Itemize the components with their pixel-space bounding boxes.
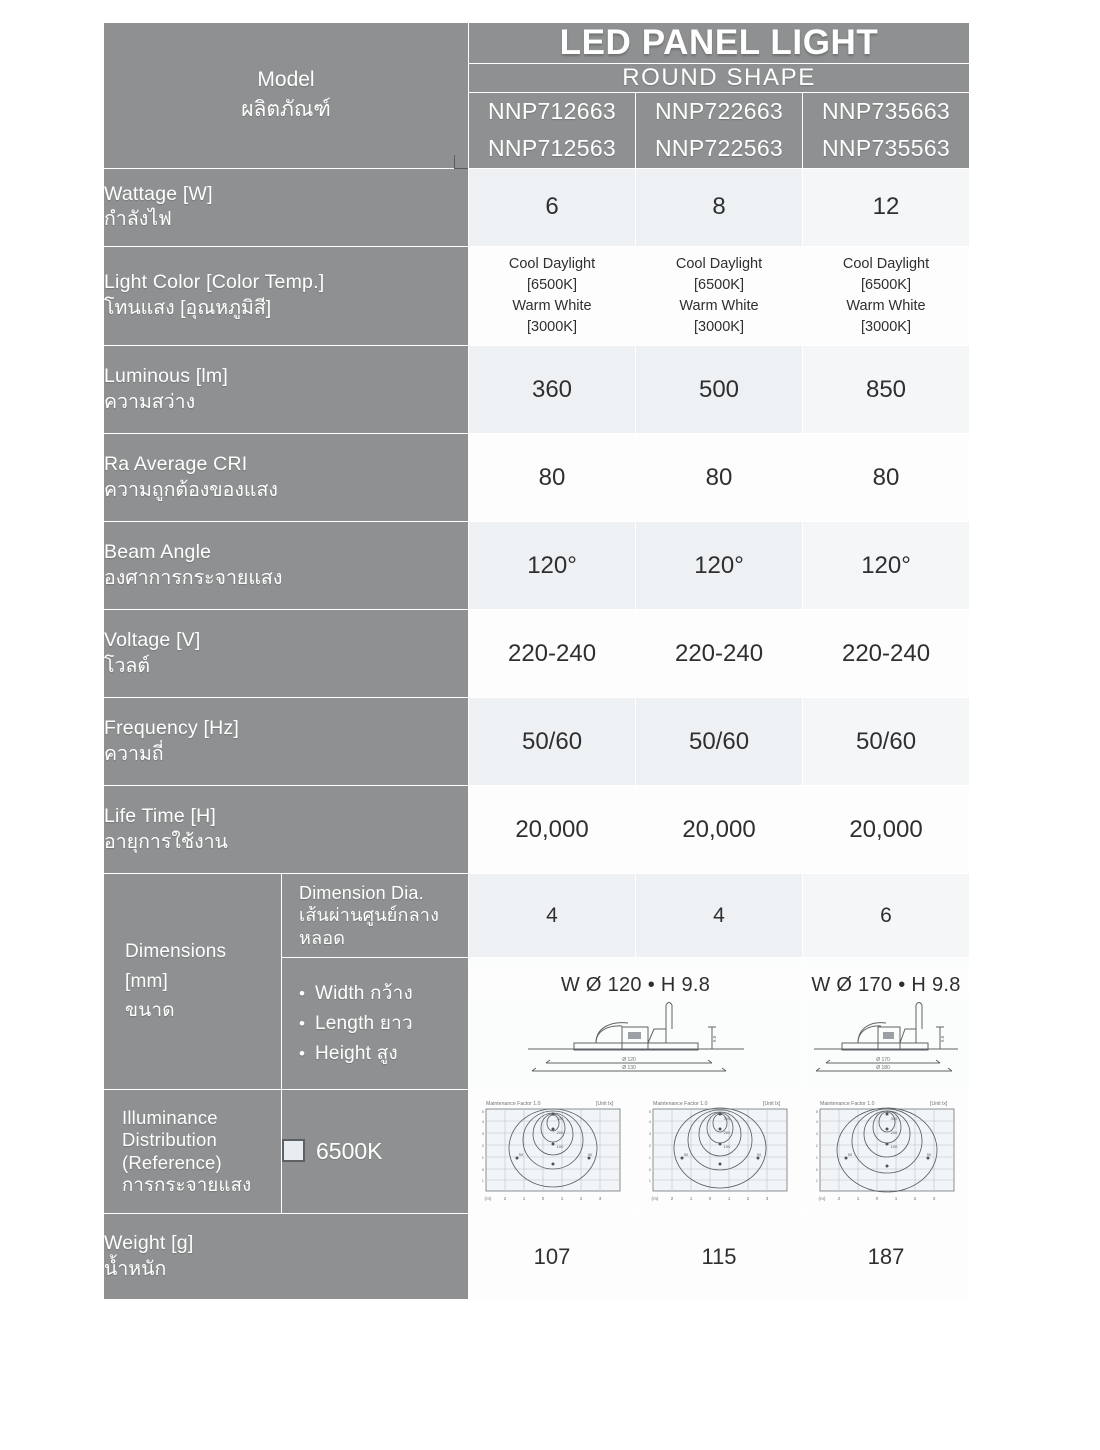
weight-value-1: 107: [469, 1214, 636, 1300]
chart-caption: Maintenance Factor 1.0: [820, 1100, 875, 1107]
cri-value-2: 80: [636, 434, 803, 522]
model-label-en: Model: [257, 67, 315, 91]
wattage-value-3: 12: [803, 168, 970, 246]
svg-text:3: 3: [932, 1195, 936, 1201]
svg-text:50: 50: [756, 1151, 762, 1157]
table-row-light-color: [104, 246, 970, 346]
dia-label-en: Dimension Dia.: [299, 882, 424, 903]
svg-text:50: 50: [518, 1151, 524, 1157]
frequency-value-2: 50/60: [636, 698, 803, 786]
svg-text:1: 1: [856, 1195, 860, 1201]
label-en: Life Time [H]: [104, 805, 217, 828]
svg-text:4: 4: [481, 1118, 485, 1124]
label-th: โวลต์: [104, 654, 151, 677]
wlh-bullet-list: [299, 979, 468, 1069]
svg-text:5: 5: [648, 1108, 652, 1114]
illuminance-chart-cell-3: [803, 1090, 970, 1214]
svg-text:1: 1: [560, 1195, 564, 1201]
warm-white-temp: [3000K]: [861, 318, 912, 335]
svg-text:5: 5: [481, 1108, 485, 1114]
svg-text:3: 3: [765, 1195, 769, 1201]
table-row-illuminance: [104, 1090, 970, 1214]
warm-white-temp: [3000K]: [527, 318, 578, 335]
illuminance-swatch-cell: [282, 1090, 469, 1214]
svg-text:2: 2: [481, 1142, 485, 1148]
svg-text:3: 3: [815, 1130, 819, 1136]
model-code-top: NNP722663: [655, 98, 784, 124]
dimension-drawing-cell-12: [469, 958, 803, 1090]
beam-value-3: 120°: [803, 522, 970, 610]
illuminance-label-th: การกระจายแสง: [122, 1173, 252, 1195]
row-label-life-time: [104, 786, 469, 874]
svg-text:200: 200: [556, 1129, 564, 1135]
svg-text:2: 2: [648, 1142, 652, 1148]
dimension-text-12: W Ø 120 • H 9.8: [469, 969, 802, 997]
lifetime-value-2: 20,000: [636, 786, 803, 874]
row-label-cri: [104, 434, 469, 522]
svg-text:50: 50: [926, 1151, 932, 1157]
label-th: ความถี่: [104, 742, 164, 765]
cool-daylight-name: Cool Daylight: [842, 255, 930, 272]
row-label-illuminance: [104, 1090, 282, 1214]
warm-white-name: Warm White: [679, 297, 759, 314]
frequency-value-1: 50/60: [469, 698, 636, 786]
dimensions-label-en: Dimensions: [125, 941, 227, 963]
lifetime-value-3: 20,000: [803, 786, 970, 874]
label-en: Ra Average CRI: [104, 453, 248, 476]
svg-text:0: 0: [708, 1195, 712, 1201]
svg-text:1: 1: [648, 1154, 652, 1160]
svg-text:1: 1: [815, 1154, 819, 1160]
svg-text:3: 3: [598, 1195, 602, 1201]
illuminance-chart-cell-2: [636, 1090, 803, 1214]
svg-text:2: 2: [579, 1195, 583, 1201]
svg-text:(m): (m): [651, 1195, 659, 1201]
table-row-dimension-dia: [104, 874, 970, 958]
dia-label-th1: เส้นผ่านศูนย์กลาง: [299, 905, 440, 926]
luminous-value-1: 360: [469, 346, 636, 434]
svg-text:4: 4: [815, 1118, 819, 1124]
svg-text:1: 1: [648, 1177, 652, 1183]
color-swatch-icon: [282, 1139, 305, 1162]
row-label-wattage: [104, 168, 469, 246]
dia-value-3: 6: [803, 874, 970, 958]
warm-white-name: Warm White: [512, 297, 592, 314]
specification-table: [103, 22, 970, 1300]
svg-text:50: 50: [587, 1151, 593, 1157]
bullet-height: • Height สูง: [299, 1039, 468, 1069]
cool-daylight-temp: [6500K]: [527, 276, 578, 293]
shape-subtitle: ROUND SHAPE: [469, 64, 970, 93]
dia-value-2: 4: [636, 874, 803, 958]
label-th: กำลังไฟ: [104, 208, 172, 230]
isolux-distribution-chart-3: [806, 1096, 966, 1208]
model-header-cell: [104, 23, 469, 169]
svg-text:0: 0: [481, 1166, 485, 1172]
svg-text:Ø 170: Ø 170: [876, 1056, 890, 1063]
row-label-dimensions: [104, 874, 282, 1090]
svg-text:3: 3: [648, 1130, 652, 1136]
svg-text:100: 100: [556, 1143, 564, 1149]
cool-daylight-temp: [6500K]: [861, 276, 912, 293]
luminous-value-2: 500: [636, 346, 803, 434]
svg-text:50: 50: [847, 1151, 853, 1157]
wattage-value-2: 8: [636, 168, 803, 246]
model-code-top: NNP712663: [488, 98, 617, 124]
chart-unit: [Unit lx]: [763, 1100, 781, 1107]
label-en: Frequency [Hz]: [104, 717, 240, 740]
table-row-frequency: [104, 698, 970, 786]
illuminance-chart-cell-1: [469, 1090, 636, 1214]
cri-value-3: 80: [803, 434, 970, 522]
table-row-wattage: [104, 168, 970, 246]
label-th: น้ำหนัก: [104, 1257, 167, 1280]
table-row-cri: [104, 434, 970, 522]
cri-value-1: 80: [469, 434, 636, 522]
svg-text:2: 2: [746, 1195, 750, 1201]
table-row-voltage: [104, 610, 970, 698]
model-code-bottom: NNP712563: [488, 135, 617, 162]
svg-text:300: 300: [890, 1115, 898, 1121]
cool-daylight-name: Cool Daylight: [508, 255, 596, 272]
svg-text:100: 100: [723, 1143, 731, 1149]
svg-text:2: 2: [815, 1142, 819, 1148]
corner-tick-mark: [454, 155, 468, 169]
model-code-top: NNP735663: [822, 98, 951, 124]
voltage-value-1: 220-240: [469, 610, 636, 698]
isolux-distribution-chart-1: [472, 1096, 632, 1208]
svg-text:1: 1: [481, 1177, 485, 1183]
panel-cross-section-drawing-large: [806, 997, 966, 1079]
voltage-value-2: 220-240: [636, 610, 803, 698]
svg-text:Ø 180: Ø 180: [876, 1064, 890, 1071]
svg-text:300: 300: [556, 1115, 564, 1121]
svg-text:4: 4: [648, 1118, 652, 1124]
dia-label-th2: หลอด: [299, 927, 346, 948]
svg-text:2: 2: [670, 1195, 674, 1201]
svg-text:1: 1: [727, 1195, 731, 1201]
svg-text:(m): (m): [484, 1195, 492, 1201]
model-code-bottom: NNP722563: [655, 135, 784, 162]
warm-white-name: Warm White: [846, 297, 926, 314]
row-label-voltage: [104, 610, 469, 698]
dimensions-unit: [mm]: [125, 970, 169, 992]
svg-text:0: 0: [541, 1195, 545, 1201]
bullet-length: • Length ยาว: [299, 1009, 468, 1039]
model-column-3: [803, 93, 970, 169]
label-en: Wattage [W]: [104, 182, 213, 205]
svg-text:3: 3: [481, 1130, 485, 1136]
row-label-luminous: [104, 346, 469, 434]
svg-text:0: 0: [875, 1195, 879, 1201]
chart-caption: Maintenance Factor 1.0: [653, 1100, 708, 1107]
model-label-th: ผลิตภัณฑ์: [241, 98, 331, 122]
svg-text:Ø 120: Ø 120: [621, 1056, 636, 1063]
illuminance-line-1: Illuminance: [122, 1107, 218, 1129]
dimension-text-3: W Ø 170 • H 9.8: [803, 969, 969, 997]
warm-white-temp: [3000K]: [694, 318, 745, 335]
label-en: Voltage [V]: [104, 629, 201, 652]
table-row-title: [104, 23, 970, 64]
illuminance-line-2: Distribution: [122, 1129, 217, 1151]
cool-daylight-name: Cool Daylight: [675, 255, 763, 272]
beam-value-1: 120°: [469, 522, 636, 610]
svg-text:1: 1: [481, 1154, 485, 1160]
svg-text:0: 0: [815, 1166, 819, 1172]
dia-value-1: 4: [469, 874, 636, 958]
wattage-value-1: 6: [469, 168, 636, 246]
swatch-label: 6500K: [316, 1138, 383, 1165]
label-th: อายุการใช้งาน: [104, 830, 228, 853]
label-en: Weight [g]: [104, 1232, 194, 1255]
svg-text:2: 2: [837, 1195, 841, 1201]
chart-caption: Maintenance Factor 1.0: [486, 1100, 541, 1107]
weight-value-3: 187: [803, 1214, 970, 1300]
row-label-light-color: [104, 246, 469, 346]
svg-text:200: 200: [723, 1129, 731, 1135]
svg-text:5: 5: [815, 1108, 819, 1114]
svg-text:1: 1: [689, 1195, 693, 1201]
chart-unit: [Unit lx]: [930, 1100, 948, 1107]
model-column-2: [636, 93, 803, 169]
svg-text:9.8: 9.8: [940, 1035, 946, 1042]
sub-label-dimension-wlh: [282, 958, 469, 1090]
svg-text:100: 100: [890, 1143, 898, 1149]
svg-text:(m): (m): [818, 1195, 826, 1201]
voltage-value-3: 220-240: [803, 610, 970, 698]
svg-text:1: 1: [522, 1195, 526, 1201]
svg-text:200: 200: [890, 1129, 898, 1135]
model-code-bottom: NNP735563: [822, 135, 951, 162]
table-row-life-time: [104, 786, 970, 874]
row-label-weight: [104, 1214, 469, 1300]
svg-text:1: 1: [815, 1177, 819, 1183]
row-label-beam-angle: [104, 522, 469, 610]
beam-value-2: 120°: [636, 522, 803, 610]
light-color-value-3: [803, 246, 970, 346]
label-th: โทนแสง [อุณหภูมิสี]: [104, 296, 272, 319]
label-en: Luminous [lm]: [104, 365, 228, 388]
cool-daylight-temp: [6500K]: [694, 276, 745, 293]
illuminance-line-3: (Reference): [122, 1151, 222, 1173]
isolux-distribution-chart-2: [639, 1096, 799, 1208]
chart-unit: [Unit lx]: [596, 1100, 614, 1107]
model-column-1: [469, 93, 636, 169]
svg-text:0: 0: [648, 1166, 652, 1172]
table-row-beam-angle: [104, 522, 970, 610]
svg-text:Ø 130: Ø 130: [621, 1064, 636, 1071]
light-color-value-1: [469, 246, 636, 346]
label-en: Light Color [Color Temp.]: [104, 271, 325, 294]
svg-text:2: 2: [913, 1195, 917, 1201]
dimensions-label-th: ขนาด: [125, 1000, 175, 1022]
svg-text:50: 50: [683, 1151, 689, 1157]
label-th: ความสว่าง: [104, 390, 196, 413]
svg-text:300: 300: [723, 1115, 731, 1121]
weight-value-2: 115: [636, 1214, 803, 1300]
svg-text:1: 1: [894, 1195, 898, 1201]
row-label-frequency: [104, 698, 469, 786]
luminous-value-3: 850: [803, 346, 970, 434]
lifetime-value-1: 20,000: [469, 786, 636, 874]
table-row-weight: [104, 1214, 970, 1300]
frequency-value-3: 50/60: [803, 698, 970, 786]
light-color-value-2: [636, 246, 803, 346]
label-th: ความถูกต้องของแสง: [104, 478, 278, 501]
panel-cross-section-drawing-small: [516, 997, 756, 1079]
sub-label-dimension-dia: [282, 874, 469, 958]
label-th: องศาการกระจายแสง: [104, 566, 283, 589]
bullet-width: • Width กว้าง: [299, 979, 468, 1009]
table-row-luminous: [104, 346, 970, 434]
label-en: Beam Angle: [104, 541, 212, 564]
svg-text:9.8: 9.8: [711, 1035, 717, 1042]
product-title: LED PANEL LIGHT: [469, 23, 970, 64]
svg-text:2: 2: [503, 1195, 507, 1201]
dimension-drawing-cell-3: [803, 958, 970, 1090]
